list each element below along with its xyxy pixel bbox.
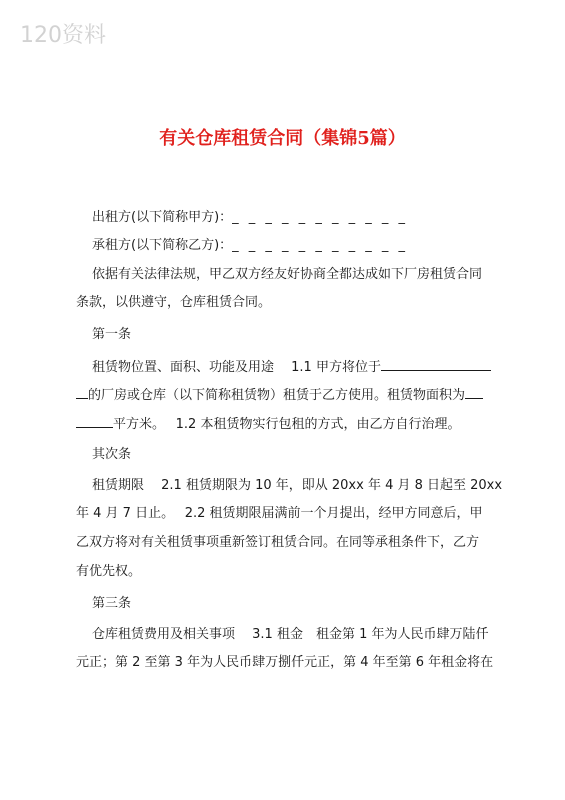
lessor-line: [92, 209, 408, 227]
lessee-blank: _ _ _ _ _ _ _ _ _ _ _: [232, 238, 408, 253]
article-2-line-4: 有优先权。: [76, 564, 142, 579]
intro-line-2: 条款，以供遵守，仓库租赁合同。: [76, 295, 272, 310]
article-2-heading: 其次条: [92, 447, 132, 462]
article-1-text-2: 的厂房或仓库（以下简称租赁物）租赁于乙方使用。租赁物面积为: [88, 388, 466, 403]
article-1-heading: 第一条: [92, 327, 132, 342]
lessor-label: 出租方(以下简称甲方)：: [92, 210, 233, 225]
article-3-heading: 第三条: [92, 596, 132, 611]
article-2-line-1: 租赁期限 2.1 租赁期限为 10 年，即从 20xx 年 4 月 8 日起至 20xx: [92, 478, 503, 493]
location-blank: [381, 357, 491, 371]
lessee-line: [92, 237, 408, 255]
intro-line-1: 依据有关法律法规，甲乙双方经友好协商全都达成如下厂房租赁合同: [92, 267, 483, 282]
lessee-label: 承租方(以下简称乙方)：: [92, 238, 233, 253]
article-1-text-3: 平方米。 1.2 本租赁物实行包租的方式，由乙方自行治理。: [113, 417, 461, 432]
article-2-line-2: 年 4 月 7 日止。 2.2 租赁期限届满前一个月提出，经甲方同意后，甲: [76, 506, 483, 521]
watermark: 120资料: [20, 23, 106, 48]
article-1-line-2: [76, 385, 483, 405]
lessor-blank: _ _ _ _ _ _ _ _ _ _ _: [232, 210, 408, 225]
area-blank: [465, 385, 483, 399]
article-2-line-3: 乙双方将对有关租赁事项重新签订租赁合同。在同等承租条件下，乙方: [76, 535, 480, 550]
document-title: 有关仓库租赁合同（集锦5篇）: [159, 128, 406, 149]
article-3-line-2: 元正；第 2 至第 3 年为人民币肆万捌仟元正，第 4 年至第 6 年租金将在: [76, 655, 494, 670]
location-blank-cont: [76, 385, 88, 399]
area-blank-cont: [76, 414, 113, 428]
article-1-text-1: 租赁物位置、面积、功能及用途 1.1 甲方将位于: [92, 360, 381, 375]
article-1-line-1: [92, 357, 491, 377]
article-3-line-1: 仓库租赁费用及相关事项 3.1 租金 租金第 1 年为人民币肆万陆仟: [92, 627, 489, 642]
article-1-line-3: [76, 414, 460, 434]
